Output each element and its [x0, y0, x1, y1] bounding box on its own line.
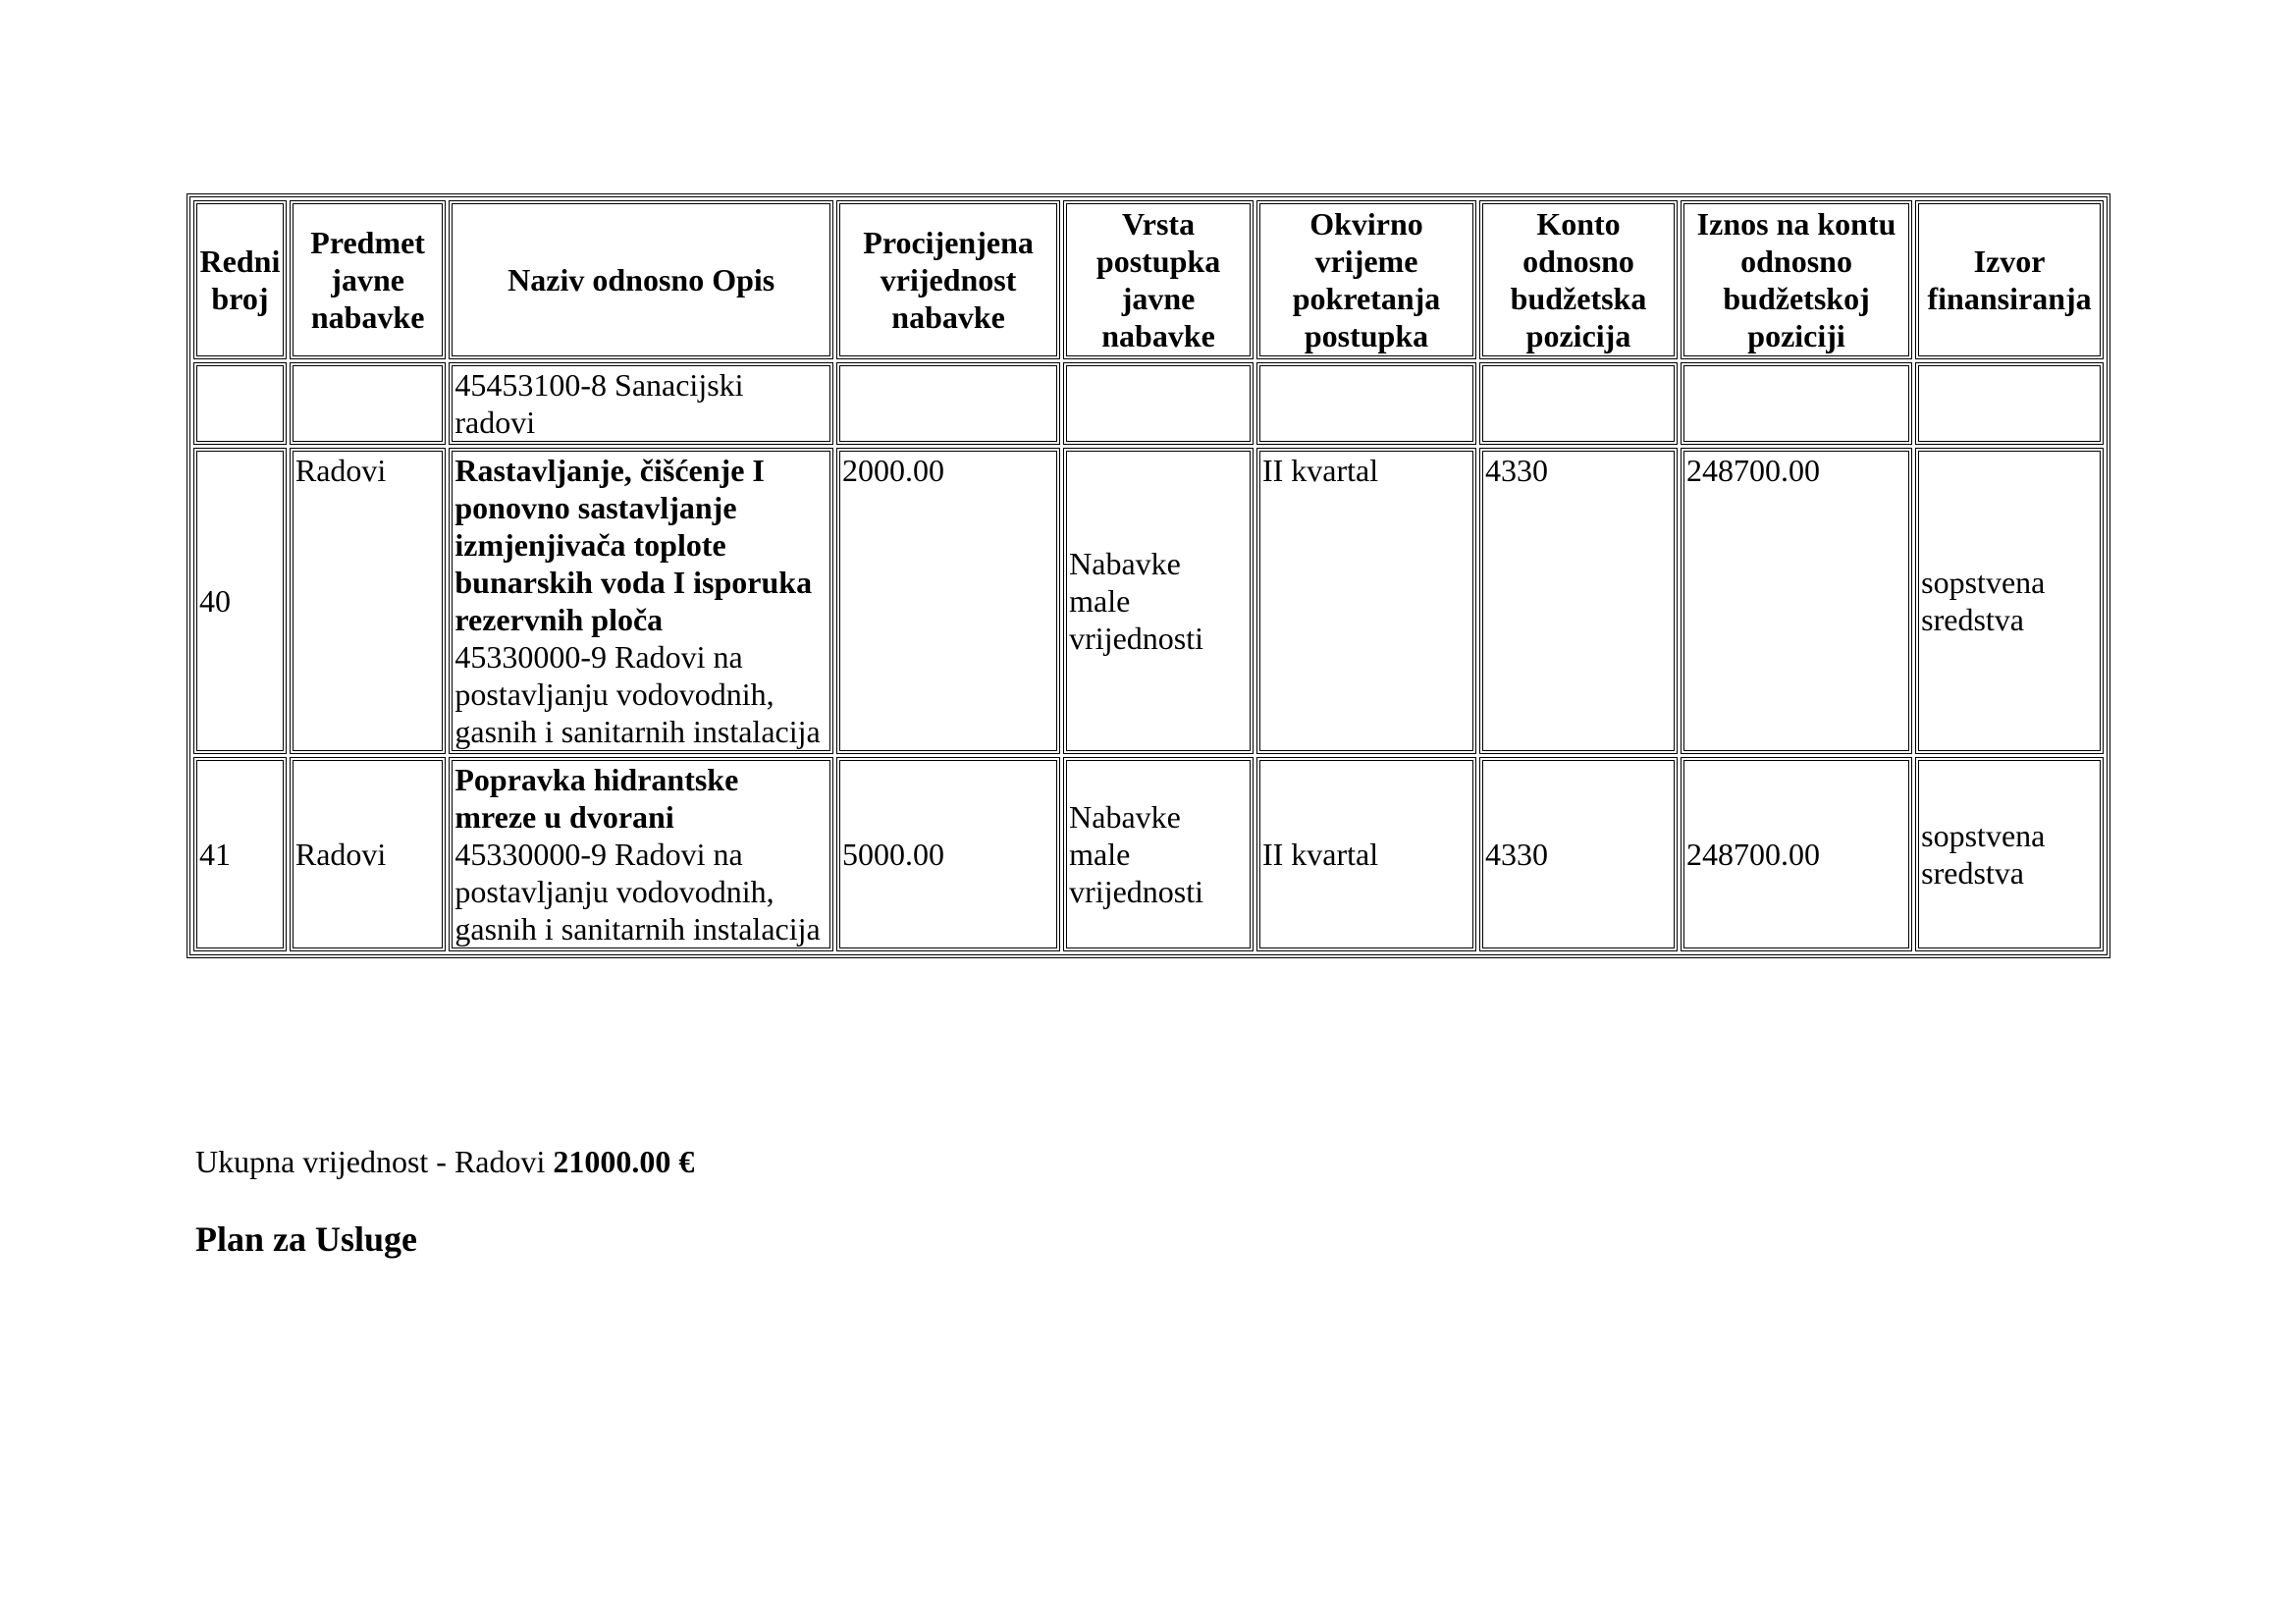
- cell-naziv-text: 45453100-8 Sanacijski radovi: [454, 367, 744, 440]
- cell-vrijednost: [836, 362, 1060, 445]
- cell-predmet: Radovi: [290, 757, 446, 951]
- header-iznos: Iznos na kontu odnosno budžetskoj poziciji: [1681, 200, 1912, 359]
- cell-konto: 4330: [1479, 448, 1678, 754]
- cell-naziv-title: Popravka hidrantske mreze u dvorani: [454, 762, 739, 835]
- procurement-plan-table: [187, 193, 2110, 958]
- cell-vrijednost: 2000.00: [836, 448, 1060, 754]
- header-izvor: Izvor finansiranja: [1915, 200, 2104, 359]
- cell-vrijeme: II kvartal: [1256, 448, 1476, 754]
- table-row: [193, 362, 2104, 445]
- cell-konto: [1479, 362, 1678, 445]
- header-vrijednost: Procijenjena vrijednost nabavke: [836, 200, 1060, 359]
- cell-vrijeme: II kvartal: [1256, 757, 1476, 951]
- cell-izvor: sopstvena sredstva: [1915, 757, 2104, 951]
- cell-naziv-text: 45330000-9 Radovi na postavljanju vodovodnih, gasnih i sanitarnih instalacija: [454, 837, 821, 947]
- section-heading: Plan za Usluge: [195, 1219, 418, 1259]
- total-value-line: [195, 1143, 694, 1180]
- cell-predmet: [290, 362, 446, 445]
- cell-iznos: [1681, 362, 1912, 445]
- cell-redni-broj: 41: [193, 757, 287, 951]
- table-row: [193, 757, 2104, 951]
- cell-vrsta: [1063, 362, 1254, 445]
- table-row: [193, 448, 2104, 754]
- header-naziv: Naziv odnosno Opis: [449, 200, 833, 359]
- cell-izvor: [1915, 362, 2104, 445]
- cell-vrijednost: 5000.00: [836, 757, 1060, 951]
- header-redni-broj: Redni broj: [193, 200, 287, 359]
- cell-vrijeme: [1256, 362, 1476, 445]
- table-header-row: [193, 200, 2104, 359]
- cell-redni-broj: 40: [193, 448, 287, 754]
- cell-iznos: 248700.00: [1681, 448, 1912, 754]
- cell-konto: 4330: [1479, 757, 1678, 951]
- cell-naziv-text: 45330000-9 Radovi na postavljanju vodovodnih, gasnih i sanitarnih instalacija: [454, 639, 821, 749]
- cell-izvor: sopstvena sredstva: [1915, 448, 2104, 754]
- cell-predmet: Radovi: [290, 448, 446, 754]
- cell-naziv: [449, 362, 833, 445]
- cell-vrsta: Nabavke male vrijednosti: [1063, 448, 1254, 754]
- cell-naziv: [449, 448, 833, 754]
- cell-naziv: [449, 757, 833, 951]
- header-vrsta-postupka: Vrsta postupka javne nabavke: [1063, 200, 1254, 359]
- cell-iznos: 248700.00: [1681, 757, 1912, 951]
- header-vrijeme: Okvirno vrijeme pokretanja postupka: [1256, 200, 1476, 359]
- cell-naziv-title: Rastavljanje, čišćenje I ponovno sastavljanje izmjenjivača toplote bunarskih voda I isporuka rezervnih ploča: [454, 453, 813, 637]
- cell-redni-broj: [193, 362, 287, 445]
- total-amount: 21000.00 €: [553, 1144, 695, 1179]
- header-konto: Konto odnosno budžetska pozicija: [1479, 200, 1678, 359]
- total-label: Ukupna vrijednost - Radovi: [195, 1144, 546, 1179]
- cell-vrsta: Nabavke male vrijednosti: [1063, 757, 1254, 951]
- header-predmet: Predmet javne nabavke: [290, 200, 446, 359]
